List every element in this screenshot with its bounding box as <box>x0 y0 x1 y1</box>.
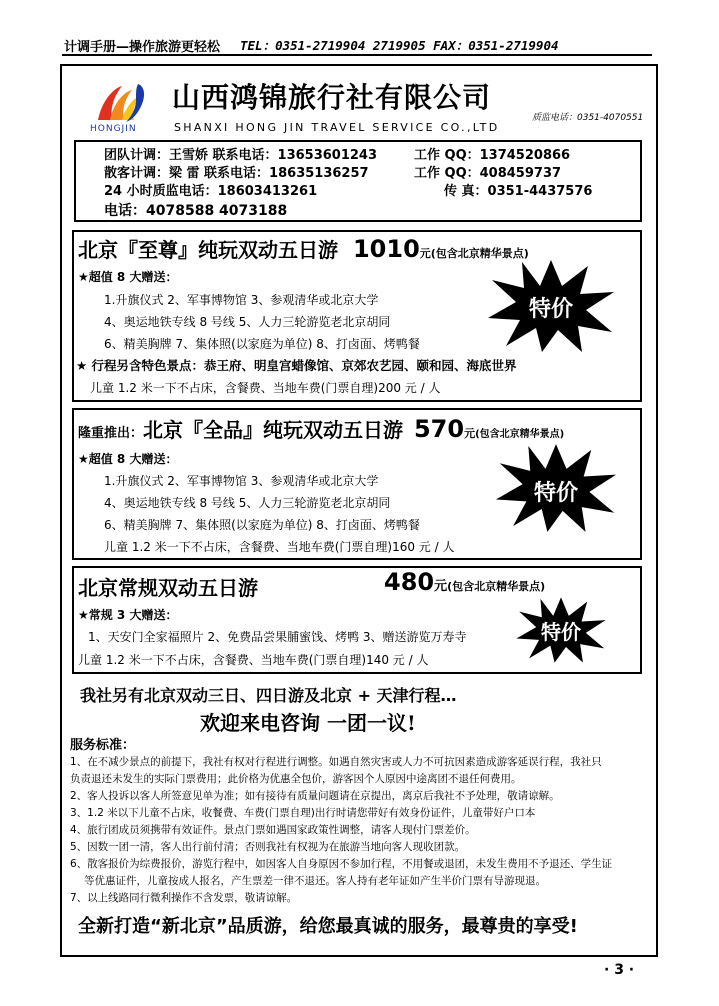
extra-tours: 我社另有北京双动三日、四日游及北京 + 天津行程… <box>80 686 457 705</box>
tour-2-badge-text: 特价 <box>533 481 578 506</box>
tour-1-title <box>78 234 529 263</box>
tour-3-title-text: 北京常规双动五日游 <box>78 576 258 600</box>
tour-2-gift-head: ★超值 8 大赠送： <box>78 452 178 466</box>
tour-1-badge-text: 特价 <box>528 297 573 322</box>
top-header-bar <box>62 34 652 56</box>
terms-item: 3、1.2 米以下儿童不占床，收餐费、车费(门票自理)出行时请您带好有效身份证件，儿童带好户口本 <box>70 807 536 819</box>
tour-2-gift-line: 6、精美胸牌 7、集体照(以家庭为单位) 8、打卤面、烤鸭餐 <box>104 518 420 532</box>
tour-1-gift-line: 1.升旗仪式 2、军事博物馆 3、参观清华或北京大学 <box>104 293 379 307</box>
terms-item: 等优惠证件，儿童按成人报名，产生票差一律不退还。客人持有老年证如产生半价门票有导游现退。 <box>84 875 546 887</box>
contact-quality: 24 小时质监电话：18603413261 <box>104 184 318 199</box>
logo-english-text: HONGJIN <box>90 124 137 134</box>
page-number: · 3 · <box>604 962 635 978</box>
tour-1-special-badge <box>486 258 616 354</box>
terms-item: 4、旅行团成员须携带有效证件。景点门票如遇国家政策性调整，请客人现付门票差价。 <box>70 824 476 836</box>
terms-heading: 服务标准： <box>70 738 136 753</box>
contact-fax: 传 真：0351-4437576 <box>444 184 593 199</box>
contact-individual: 散客计调：梁 雷 联系电话：18635136257 <box>104 166 369 181</box>
company-name-cn: 山西鸿锦旅行社有限公司 <box>172 81 492 114</box>
tour-1-child: 儿童 1.2 米一下不占床，含餐费、当地车费(门票自理)200 元 / 人 <box>90 381 441 395</box>
tour-1-price: 1010 <box>352 235 420 263</box>
tour-1-gift-line: 6、精美胸牌 7、集体照(以家庭为单位) 8、打卤面、烤鸭餐 <box>104 337 420 351</box>
tour-2-gift-line: 1.升旗仪式 2、军事博物馆 3、参观清华或北京大学 <box>104 474 379 488</box>
tour-2-gift-line: 4、奥运地铁专线 8 号线 5、人力三轮游览老北京胡同 <box>104 496 391 510</box>
terms-item: 7、以上线路同行微利操作不含发票，敬请谅解。 <box>70 892 298 904</box>
terms-item: 5、因数一团一清，客人出行前付清；否则我社有权视为在旅游当地向客人现收团款。 <box>70 841 466 853</box>
tour-3-title <box>78 572 258 601</box>
tour-3-gift-head: ★常规 3 大赠送： <box>78 608 178 622</box>
tour-1-title-text: 北京『至尊』纯玩双动五日游 <box>78 238 338 262</box>
terms-item: 1、在不减少景点的前提下，我社有权对行程进行调整。如遇自然灾害或人力不可抗因素造成游客延误行程，我社只 <box>70 756 602 768</box>
tour-1-note: (包含北京精华景点) <box>430 247 529 260</box>
terms-item: 2、客人投诉以客人所签意见单为准；如有接待有质量问题请在京提出，离京后我社不予处理，敬请谅解。 <box>70 790 560 802</box>
tour-3-child: 儿童 1.2 米一下不占床，含餐费、当地车费(门票自理)140 元 / 人 <box>78 653 429 667</box>
tour-2-price: 570 <box>413 415 465 443</box>
tour-1-gift-head: ★超值 8 大赠送： <box>78 270 178 284</box>
contact-box <box>74 140 642 222</box>
tour-2-prefix: 隆重推出： <box>78 426 144 441</box>
tour-3-unit: 元 <box>434 579 448 594</box>
terms-item: 6、散客报价为综费报价，游览行程中，如因客人自身原因不参加行程，不用餐或退团，未发生费用不予退还、学生证 <box>70 858 613 870</box>
tour-1-gift-line: 4、奥运地铁专线 8 号线 5、人力三轮游览老北京胡同 <box>104 315 391 329</box>
tour-2-note: (包含北京精华景点) <box>475 429 565 440</box>
tour-1-feature: ★ 行程另含特色景点：恭王府、明皇宫蜡像馆、京郊农艺园、颐和园、海底世界 <box>76 358 517 373</box>
contact-phone: 电话：4078588 4073188 <box>104 203 288 219</box>
tour-3-special-badge <box>506 596 616 664</box>
tour-2-unit: 元 <box>464 427 476 440</box>
tour-2-child: 儿童 1.2 米一下不占床，含餐费、当地车费(门票自理)160 元 / 人 <box>104 540 455 554</box>
tour-2-special-badge <box>494 442 618 534</box>
company-name-en: SHANXI HONG JIN TRAVEL SERVICE CO.,LTD <box>174 121 500 134</box>
tour-3-gift-line: 1、天安门全家福照片 2、免费品尝果脯蜜饯、烤鸭 3、赠送游览万寿寺 <box>88 630 467 644</box>
tour-3-badge-text: 特价 <box>541 620 581 644</box>
tour-3-note: (包含北京精华景点) <box>447 580 546 593</box>
contact-team: 团队计调：王雪娇 联系电话：13653601243 <box>104 148 378 163</box>
quality-phone: 质监电话：0351-4070551 <box>532 113 644 123</box>
tour-1-unit: 元 <box>419 247 431 260</box>
header-phones: TEL：0351-2719904 2719905 FAX：0351-2719904 <box>240 38 559 53</box>
terms-item: 负责退还未发生的实际门票费用；此价格为优惠全包价，游客因个人原因中途离团不退任何费用。 <box>70 773 522 785</box>
tour-3-price: 480 <box>384 568 435 596</box>
tour-2-title <box>78 414 564 443</box>
tour-3-price-group <box>384 568 545 596</box>
bottom-slogan: 全新打造“新北京”品质游，给您最真诚的服务，最尊贵的享受! <box>78 916 578 937</box>
welcome-text: 欢迎来电咨询 一团一议! <box>200 711 416 735</box>
contact-individual-qq: 工作 QQ：408459737 <box>414 166 562 181</box>
tour-2-title-text: 北京『全品』纯玩双动五日游 <box>143 418 404 442</box>
contact-team-qq: 工作 QQ：1374520866 <box>414 148 571 163</box>
header-slogan: 计调手册—操作旅游更轻松 <box>64 40 221 55</box>
